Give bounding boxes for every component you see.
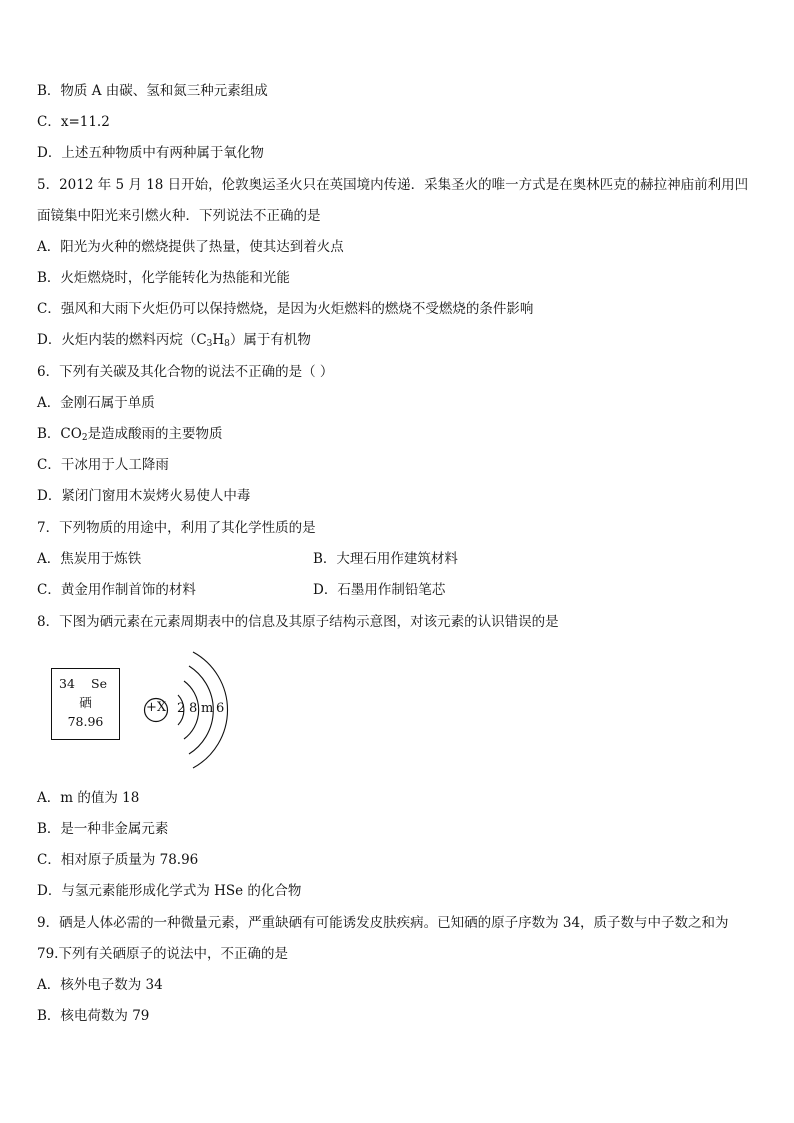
element-symbol: Se (91, 676, 107, 691)
q8-option-c: C．相对原子质量为 78.96 (37, 852, 199, 868)
q5d-subscript-8: 8 (224, 339, 230, 349)
atomic-mass: 78.96 (67, 714, 104, 729)
q5-stem-line2: 面镜集中阳光来引燃火种．下列说法不正确的是 (37, 208, 321, 224)
q5d-text-h: H (212, 332, 225, 348)
q5d-text-post: ）属于有机物 (229, 332, 311, 348)
q5d-text-pre: D．火炬内装的燃料丙烷（C (37, 332, 207, 348)
q6b-subscript-2: 2 (81, 433, 88, 443)
q6-option-b (37, 424, 223, 448)
shell-electrons-2: 8 (189, 701, 198, 716)
q8-option-d: D．与氢元素能形成化学式为 HSe 的化合物 (37, 883, 302, 899)
q6b-text-pre: B．CO (37, 426, 82, 442)
shell-electrons-1: 2 (177, 701, 186, 716)
q5-option-b: B．火炬燃烧时，化学能转化为热能和光能 (37, 270, 290, 286)
q4-option-b: B．物质 A 由碳、氢和氮三种元素组成 (37, 83, 268, 99)
q9-stem-line2: 79.下列有关硒原子的说法中，不正确的是 (37, 946, 288, 962)
q8-stem: 8．下图为硒元素在元素周期表中的信息及其原子结构示意图，对该元素的认识错误的是 (37, 614, 559, 630)
q7-option-c: C．黄金用作制首饰的材料 (37, 582, 196, 598)
q6b-text-post: 是造成酸雨的主要物质 (87, 426, 223, 442)
q5-stem-line1: 5．2012 年 5 月 18 日开始，伦敦奥运圣火只在英国境内传递．采集圣火的唯一方式是在奥林匹克的赫拉神庙前利用凹 (37, 177, 749, 193)
q6-option-a: A．金刚石属于单质 (37, 395, 155, 411)
q7-option-a: A．焦炭用于炼铁 (37, 551, 142, 567)
q9-option-a: A．核外电子数为 34 (37, 977, 163, 993)
atomic-number: 34 (59, 676, 75, 691)
q5-option-a: A．阳光为火种的燃烧提供了热量，使其达到着火点 (37, 239, 344, 255)
q9-stem-line1: 9．硒是人体必需的一种微量元素，严重缺硒有可能诱发皮肤疾病。已知硒的原子序数为 34，质子数与中子数之和为 (37, 915, 729, 931)
selenium-diagram (40, 648, 260, 773)
q5-option-d (37, 330, 311, 354)
nucleus-charge: +X (146, 700, 167, 715)
q6-option-c: C．干冰用于人工降雨 (37, 457, 169, 473)
q4-option-c: C．x=11.2 (37, 114, 110, 130)
q4-option-d: D．上述五种物质中有两种属于氧化物 (37, 145, 264, 161)
q5d-subscript-3: 3 (206, 339, 213, 349)
q7-stem: 7．下列物质的用途中，利用了其化学性质的是 (37, 520, 316, 536)
q8-option-b: B．是一种非金属元素 (37, 821, 169, 837)
shell-electrons-3: m (201, 701, 214, 716)
q7-option-d: D．石墨用作制铅笔芯 (313, 582, 446, 598)
q7-option-b: B．大理石用作建筑材料 (313, 551, 458, 567)
q9-option-b: B．核电荷数为 79 (37, 1008, 150, 1024)
element-name: 硒 (79, 695, 92, 710)
q6-stem: 6．下列有关碳及其化合物的说法不正确的是（ ） (37, 364, 334, 380)
shell-electrons-4: 6 (216, 701, 225, 716)
periodic-table-cell (51, 668, 120, 740)
q5-option-c: C．强风和大雨下火炬仍可以保持燃烧，是因为火炬燃料的燃烧不受燃烧的条件影响 (37, 301, 534, 317)
q6-option-d: D．紧闭门窗用木炭烤火易使人中毒 (37, 488, 251, 504)
q8-option-a: A．m 的值为 18 (37, 790, 140, 806)
